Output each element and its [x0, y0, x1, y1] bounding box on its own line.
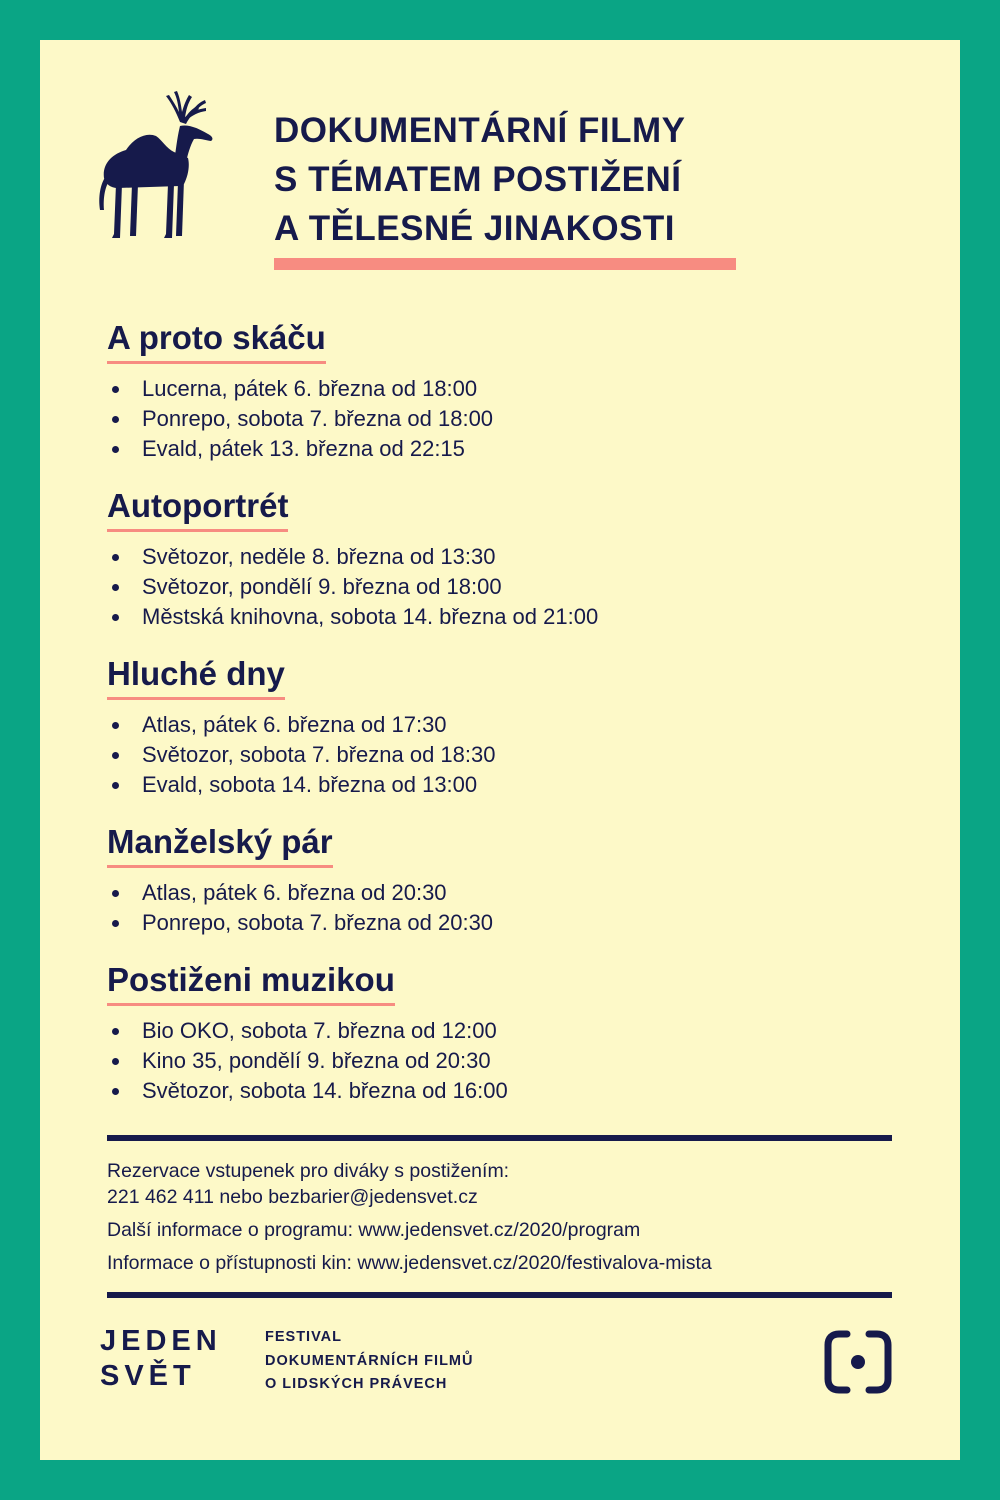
- film-section: [107, 654, 907, 800]
- title-line: A TĚLESNÉ JINAKOSTI: [274, 209, 676, 248]
- screening-item: Lucerna, pátek 6. března od 18:00: [107, 374, 907, 404]
- info-block: [107, 1158, 907, 1276]
- screening-list: [107, 1016, 907, 1106]
- film-title: Postiženi muzikou: [107, 960, 395, 1006]
- festival-description: [265, 1326, 473, 1397]
- festival-line: FESTIVAL: [265, 1329, 343, 1345]
- divider: [107, 1292, 892, 1298]
- festival-logo: [100, 1324, 222, 1394]
- logo-line: SVĚT: [100, 1360, 196, 1392]
- screening-item: Kino 35, pondělí 9. března od 20:30: [107, 1046, 907, 1076]
- festival-line: O LIDSKÝCH PRÁVECH: [265, 1376, 448, 1392]
- film-section: [107, 960, 907, 1106]
- accessibility-info: Informace o přístupnosti kin: www.jedensvet.cz/2020/festivalova-mista: [107, 1252, 712, 1274]
- reservation-contact: 221 462 411 nebo bezbarier@jedensvet.cz: [107, 1186, 478, 1208]
- screening-list: [107, 542, 907, 632]
- festival-line: DOKUMENTÁRNÍCH FILMŮ: [265, 1352, 474, 1369]
- screening-item: Atlas, pátek 6. března od 20:30: [107, 878, 907, 908]
- reservation-text: Rezervace vstupenek pro diváky s postižením:: [107, 1160, 510, 1182]
- screening-item: Světozor, sobota 7. března od 18:30: [107, 740, 907, 770]
- film-section: [107, 486, 907, 632]
- screening-item: Světozor, pondělí 9. března od 18:00: [107, 572, 907, 602]
- deer-camel-icon: [98, 88, 230, 240]
- screening-list: [107, 878, 907, 938]
- film-title: A proto skáču: [107, 318, 326, 364]
- logo-line: JEDEN: [100, 1325, 222, 1357]
- divider: [107, 1135, 892, 1141]
- screening-item: Ponrepo, sobota 7. března od 20:30: [107, 908, 907, 938]
- film-title: Manželský pár: [107, 822, 333, 868]
- title-underline: [274, 258, 736, 270]
- screening-item: Evald, pátek 13. března od 22:15: [107, 434, 907, 464]
- bracket-dot-icon: [823, 1328, 893, 1396]
- screening-list: [107, 374, 907, 464]
- film-section: [107, 318, 907, 464]
- film-title: Hluché dny: [107, 654, 285, 700]
- screening-item: Světozor, sobota 14. března od 16:00: [107, 1076, 907, 1106]
- page-title: [274, 106, 685, 253]
- screening-item: Světozor, neděle 8. března od 13:30: [107, 542, 907, 572]
- screening-item: Evald, sobota 14. března od 13:00: [107, 770, 907, 800]
- title-line: DOKUMENTÁRNÍ FILMY: [274, 111, 686, 150]
- film-title: Autoportrét: [107, 486, 288, 532]
- program-info: Další informace o programu: www.jedensvet.cz/2020/program: [107, 1219, 641, 1241]
- screening-list: [107, 710, 907, 800]
- poster-card: [40, 40, 960, 1460]
- screening-item: Ponrepo, sobota 7. března od 18:00: [107, 404, 907, 434]
- screening-item: Městská knihovna, sobota 14. března od 21:00: [107, 602, 907, 632]
- screening-item: Bio OKO, sobota 7. března od 12:00: [107, 1016, 907, 1046]
- film-section: [107, 822, 907, 938]
- title-line: S TÉMATEM POSTIŽENÍ: [274, 160, 682, 199]
- film-list: [107, 318, 907, 1128]
- screening-item: Atlas, pátek 6. března od 17:30: [107, 710, 907, 740]
